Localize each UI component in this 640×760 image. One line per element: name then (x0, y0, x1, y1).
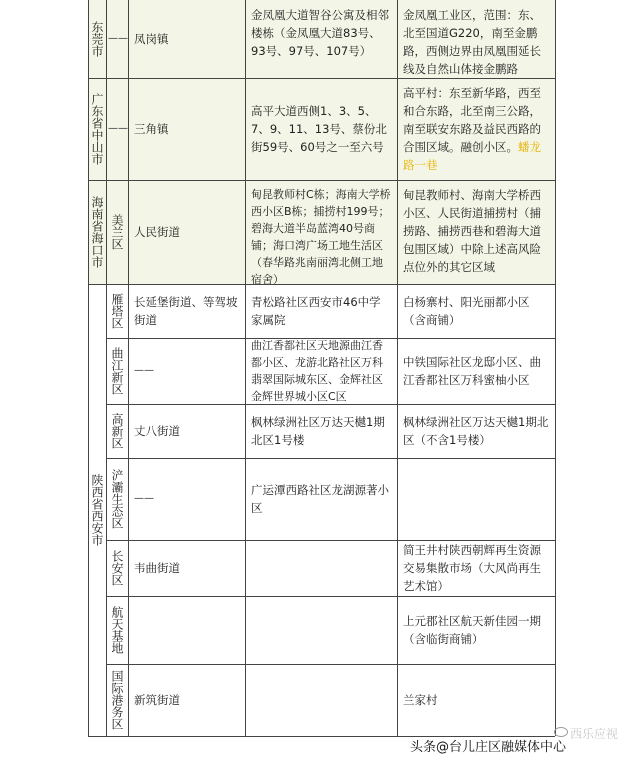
high-risk-cell (245, 664, 397, 736)
high-risk-cell (245, 458, 397, 540)
mid-risk-cell (397, 284, 555, 338)
mid-risk-cell (397, 78, 555, 180)
mid-risk-cell (397, 664, 555, 736)
district-label: —— (108, 33, 128, 44)
mid-risk-text: 兰家村 (403, 693, 438, 707)
grid-line (555, 0, 556, 736)
city-cell (88, 284, 106, 736)
district-cell (106, 78, 128, 180)
grid-line (106, 338, 555, 339)
mid-risk-text: 甸昆教师村、海南大学桥西小区、人民街道捕捞村（捕捞路、捕捞西巷和碧海大道包围区域）中除上述高风险点位外的其它区域 (403, 188, 541, 274)
high-risk-text: 金凤凰大道智谷公寓及相邻楼栋（金凤凰大道83号、93号、97号、107号） (251, 8, 389, 58)
grid-line (106, 458, 555, 459)
street-label: 长延堡街道、等驾坡街道 (134, 295, 238, 327)
mid-risk-text: 上元郡社区航天新佳园一期（含临街商铺） (403, 614, 541, 646)
street-cell (128, 284, 245, 338)
high-risk-cell (245, 338, 397, 404)
mid-risk-text: 高平村：东至新华路，西至和合东路，北至南三公路，南至联安东路及益民西路的合围区域。融创小区。 (403, 86, 541, 154)
city-label: 东莞市 (90, 21, 104, 57)
grid-line (106, 596, 555, 597)
high-risk-text: 青松路社区西安市46中学家属院 (251, 295, 381, 327)
street-cell (128, 596, 245, 664)
district-label: 曲江新区 (110, 347, 124, 395)
district-label: —— (108, 123, 128, 134)
grid-line (106, 0, 107, 736)
grid-line (397, 0, 398, 736)
mid-risk-cell (397, 338, 555, 404)
high-risk-cell (245, 404, 397, 458)
high-risk-cell (245, 78, 397, 180)
street-label: 人民街道 (134, 225, 180, 239)
city-cell (88, 180, 106, 284)
mid-risk-text: 中铁国际社区龙邸小区、曲江香都社区万科蜜柚小区 (403, 355, 541, 387)
high-risk-text: 曲江香都社区天地源曲江香都小区、龙游北路社区万科翡翠国际城东区、金辉社区金辉世界城小区C区 (251, 339, 383, 403)
high-risk-text: 甸昆教师村C栋；海南大学桥西小区B栋；捕捞村199号；碧海大道半岛蓝湾40号商铺；海口湾广场工地生活区（春华路兆南丽湾北侧工地宿舍） (251, 188, 391, 284)
city-cell (88, 78, 106, 180)
high-risk-text: 枫林绿洲社区万达天樾1期北区1号楼 (251, 415, 385, 447)
street-label: 凤岗镇 (134, 32, 169, 46)
high-risk-cell (245, 596, 397, 664)
high-risk-text: 高平大道西侧1、3、5、7、9、11、13号、蔡份北街59号、60号之一至六号 (251, 104, 387, 154)
district-cell (106, 180, 128, 284)
highlighted-text: 蟠龙路一巷 (403, 140, 541, 172)
grid-line (88, 180, 555, 181)
grid-line (245, 0, 246, 736)
grid-line (106, 404, 555, 405)
district-cell (106, 338, 128, 404)
high-risk-text: 广运潭西路社区龙湖源著小区 (251, 483, 389, 515)
mid-risk-cell (397, 180, 555, 284)
high-risk-cell (245, 284, 397, 338)
district-cell (106, 284, 128, 338)
mid-risk-text: 简王井村陕西朝辉再生资源交易集散市场（大风尚再生艺术馆） (403, 543, 541, 593)
mid-risk-cell (397, 458, 555, 540)
mid-risk-text: 白杨寨村、阳光丽都小区（含商铺） (403, 295, 530, 327)
district-label: 美兰区 (110, 214, 124, 250)
high-risk-cell (245, 180, 397, 284)
district-label: 长安区 (110, 550, 124, 586)
street-cell (128, 180, 245, 284)
city-label: 陕西省西安市 (90, 474, 104, 546)
mid-risk-cell (397, 596, 555, 664)
grid-line (106, 664, 555, 665)
street-cell (128, 0, 245, 78)
grid-line (88, 0, 89, 736)
grid-line (88, 78, 555, 79)
mid-risk-cell (397, 540, 555, 596)
district-label: 高新区 (110, 413, 124, 449)
street-label: 丈八街道 (134, 424, 180, 438)
district-cell (106, 540, 128, 596)
grid-line (128, 0, 129, 736)
district-cell (106, 0, 128, 78)
street-label: —— (134, 493, 154, 504)
grid-line (88, 284, 555, 285)
district-label: 国际港务区 (110, 670, 124, 730)
district-cell (106, 458, 128, 540)
district-cell (106, 596, 128, 664)
street-cell (128, 540, 245, 596)
mid-risk-text: 枫林绿洲社区万达天樾1期北区（不含1号楼） (403, 415, 549, 447)
mid-risk-cell (397, 0, 555, 78)
mid-risk-text: 金凤凰工业区，范围：东、北至国道G220，南至金鹏路，西侧边界由凤凰围延长线及自然山体接金鹏路 (403, 8, 541, 76)
street-label: 三角镇 (134, 122, 169, 136)
watermark-text: 头条@台儿庄区融媒体中心 (410, 740, 567, 755)
district-cell (106, 404, 128, 458)
watermark (410, 727, 640, 760)
street-cell (128, 338, 245, 404)
district-label: 航天基地 (110, 606, 124, 654)
district-label: 雁塔区 (110, 293, 124, 329)
street-label: —— (134, 365, 154, 376)
city-label: 海南省海口市 (90, 196, 104, 268)
street-cell (128, 78, 245, 180)
street-label: 新筑街道 (134, 693, 180, 707)
high-risk-cell (245, 540, 397, 596)
district-label: 浐灞生态区 (110, 469, 124, 529)
street-cell (128, 664, 245, 736)
city-label: 广东省中山市 (90, 93, 104, 165)
city-cell (88, 0, 106, 78)
mid-risk-cell (397, 404, 555, 458)
grid-line (106, 540, 555, 541)
street-cell (128, 404, 245, 458)
high-risk-cell (245, 0, 397, 78)
street-label: 韦曲街道 (134, 561, 180, 575)
street-cell (128, 458, 245, 540)
watermark-ghost-text: 西乐应视 (570, 727, 619, 741)
district-cell (106, 664, 128, 736)
